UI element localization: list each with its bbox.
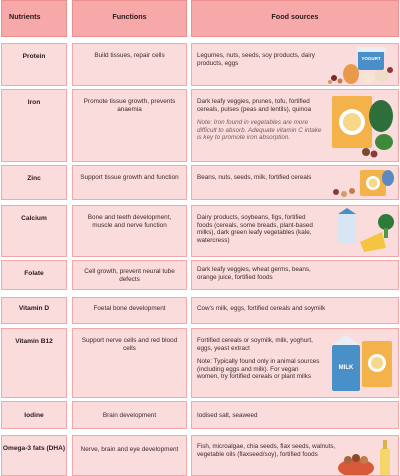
nutrient-name: Omega-3 fats (DHA)	[2, 445, 66, 452]
food-sources: Fortified cereals or soymilk, milk, yoghurt, eggs, yeast extract	[197, 337, 313, 352]
header-cell-food-sources	[191, 0, 399, 37]
table-row	[1, 260, 399, 290]
food-sources: Dark leafy veggies, wheat germs, beans, orange juice, fortified foods	[197, 266, 311, 281]
food-note: Note: Typically found only in animal sources (including eggs and milk). For vegan women, try fortified cereals or plant milks	[197, 358, 320, 381]
header-nutrients: Nutrients	[9, 12, 41, 21]
table-row	[1, 165, 399, 200]
nutrient-name: Zinc	[27, 175, 41, 182]
food-sources: Dark leafy veggies, prunes, tofu, fortified cereals, pulses (peas and lentils), quinoa	[197, 98, 312, 113]
nutrient-function: Cell growth, prevent neural tube defects	[84, 268, 175, 283]
nutrient-name: Folate	[24, 270, 44, 277]
food-sources: Cow's milk, eggs, fortified cereals and soymilk	[197, 305, 326, 312]
table-row	[1, 89, 399, 162]
table-row	[1, 297, 399, 324]
nutrient-function: Bone and teeth development, muscle and nerve function	[87, 214, 172, 229]
milk-cheese-broccoli-icon	[330, 208, 396, 256]
header-functions: Functions	[112, 12, 147, 21]
table-row	[1, 401, 399, 429]
food-sources: Dairy products, soybeans, figs, fortified foods (cereals, some breads, plant-based milks), dark green leafy vegetables (kale, watercress)	[197, 214, 313, 244]
food-sources: Fish, microalgae, chia seeds, flax seeds, walnuts, vegetable oils (flaxseed/soy), fortified foods	[197, 443, 336, 458]
nutrient-name: Iodine	[24, 412, 44, 419]
yogurt-label: YOGURT	[361, 56, 381, 61]
food-sources: Legumes, nuts, seeds, soy products, dairy products, eggs	[197, 52, 315, 67]
cereal-box-vegetables-icon	[326, 92, 396, 160]
table-header-row	[1, 0, 399, 37]
header-cell-nutrients	[1, 0, 67, 37]
nutrient-function: Promote tissue growth, prevents anaemia	[83, 98, 176, 113]
nutrient-function: Build tissues, repair cells	[94, 52, 165, 59]
header-cell-functions	[72, 0, 187, 37]
table-row	[1, 43, 399, 86]
nutrient-function: Nerve, brain and eye development	[80, 446, 179, 453]
food-note: Note: Iron found in vegetables are more difficult to absorb. Adequate vitamin C intake is key to promote iron absorption.	[197, 119, 322, 142]
milk-carton-cereal-icon	[326, 331, 396, 397]
nuts-bowl-oil-bottle-icon	[336, 438, 396, 476]
nutrient-name: Vitamin B12	[15, 338, 53, 345]
nutrient-name: Vitamin D	[18, 305, 50, 312]
nutrient-name: Iron	[27, 99, 41, 106]
nutrient-function: Foetal bone development	[93, 305, 166, 312]
nutrient-function: Brain development	[102, 412, 157, 419]
nutrient-function: Support nerve cells and red blood cells	[81, 337, 178, 352]
yoghurt-eggs-beans-icon	[318, 46, 396, 86]
nutrient-name: Protein	[22, 53, 46, 60]
header-food-sources: Food sources	[271, 12, 319, 21]
table-row	[1, 205, 399, 257]
nutrient-function: Support tissue growth and function	[80, 174, 179, 181]
table-row	[1, 435, 399, 476]
table-row	[1, 328, 399, 398]
food-sources: Beans, nuts, seeds, milk, fortified cereals	[197, 174, 312, 181]
milk-label: MILK	[338, 365, 354, 371]
food-sources: Iodised salt, seaweed	[197, 412, 258, 419]
cereal-box-beans-icon	[326, 168, 396, 200]
nutrient-name: Calcium	[21, 215, 47, 222]
